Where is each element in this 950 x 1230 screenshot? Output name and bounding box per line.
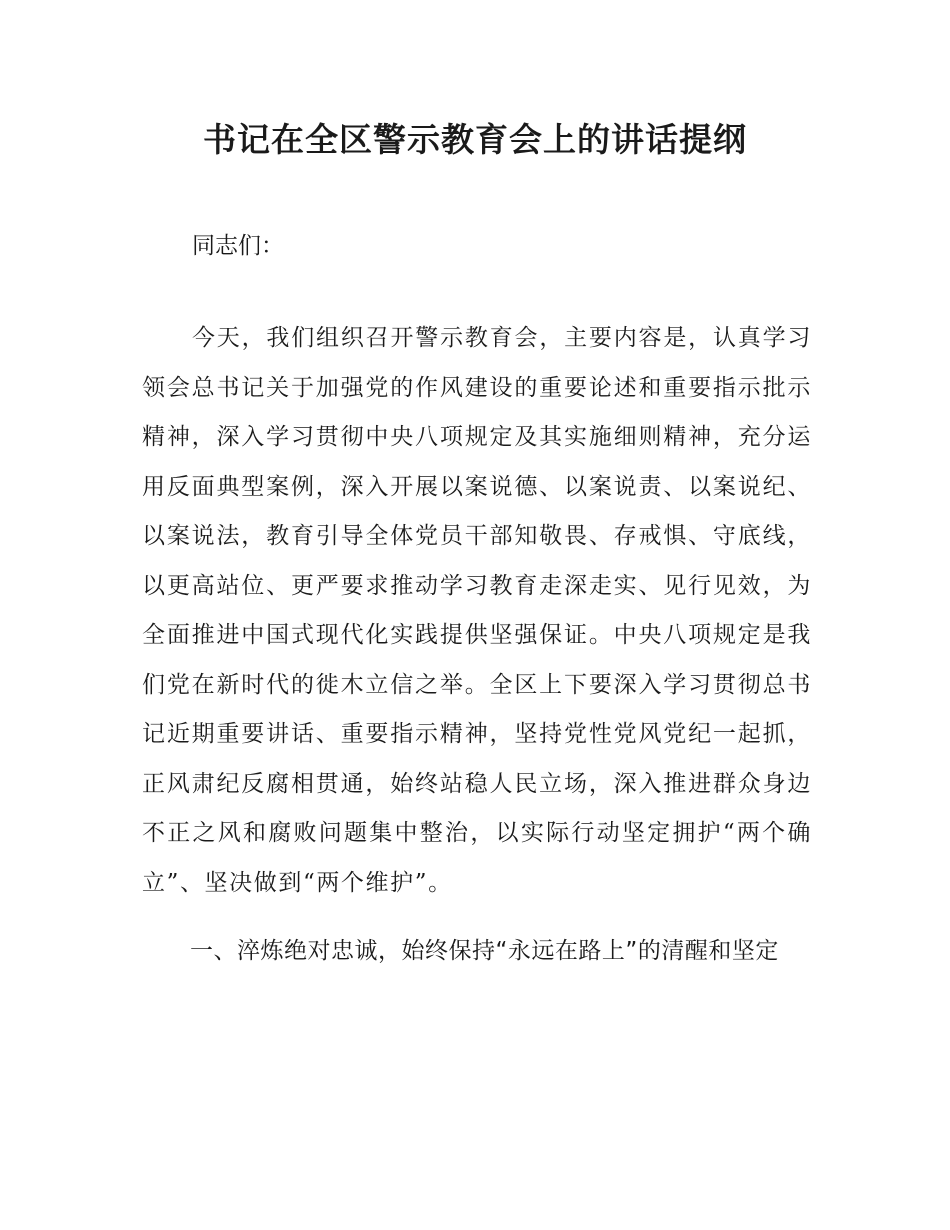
salutation: 同志们： bbox=[192, 233, 284, 259]
document-title: 书记在全区警示教育会上的讲话提纲 bbox=[203, 120, 747, 159]
body-paragraph-1: 今天，我们组织召开警示教育会，主要内容是，认真学习领会总书记关于加强党的作风建设的重要论述和重要指示批示精神，深入学习贯彻中央八项规定及其实施细则精神，充分运用反面典型案例，深入开展以案说德、以案说责、以案说纪、以案说法，教育引导全体党员干部知敬畏、存戒惧、守底线，以更高站位、更严要求推动学习教育走深走实、见行见效，为全面推进中国式现代化实践提供坚强保证。中央八项规定是我们党在新时代的徙木立信之举。全区上下要深入学习贯彻总书记近期重要讲话、重要指示精神，坚持党性党风党纪一起抓，正风肃纪反腐相贯通，始终站稳人民立场，深入推进群众身边不正之风和腐败问题集中整治，以实际行动坚定拥护“两个确立”、坚决做到“两个维护”。 bbox=[142, 325, 812, 896]
section-heading-1: 一、淬炼绝对忠诚，始终保持“永远在路上”的清醒和坚定 bbox=[190, 938, 779, 964]
